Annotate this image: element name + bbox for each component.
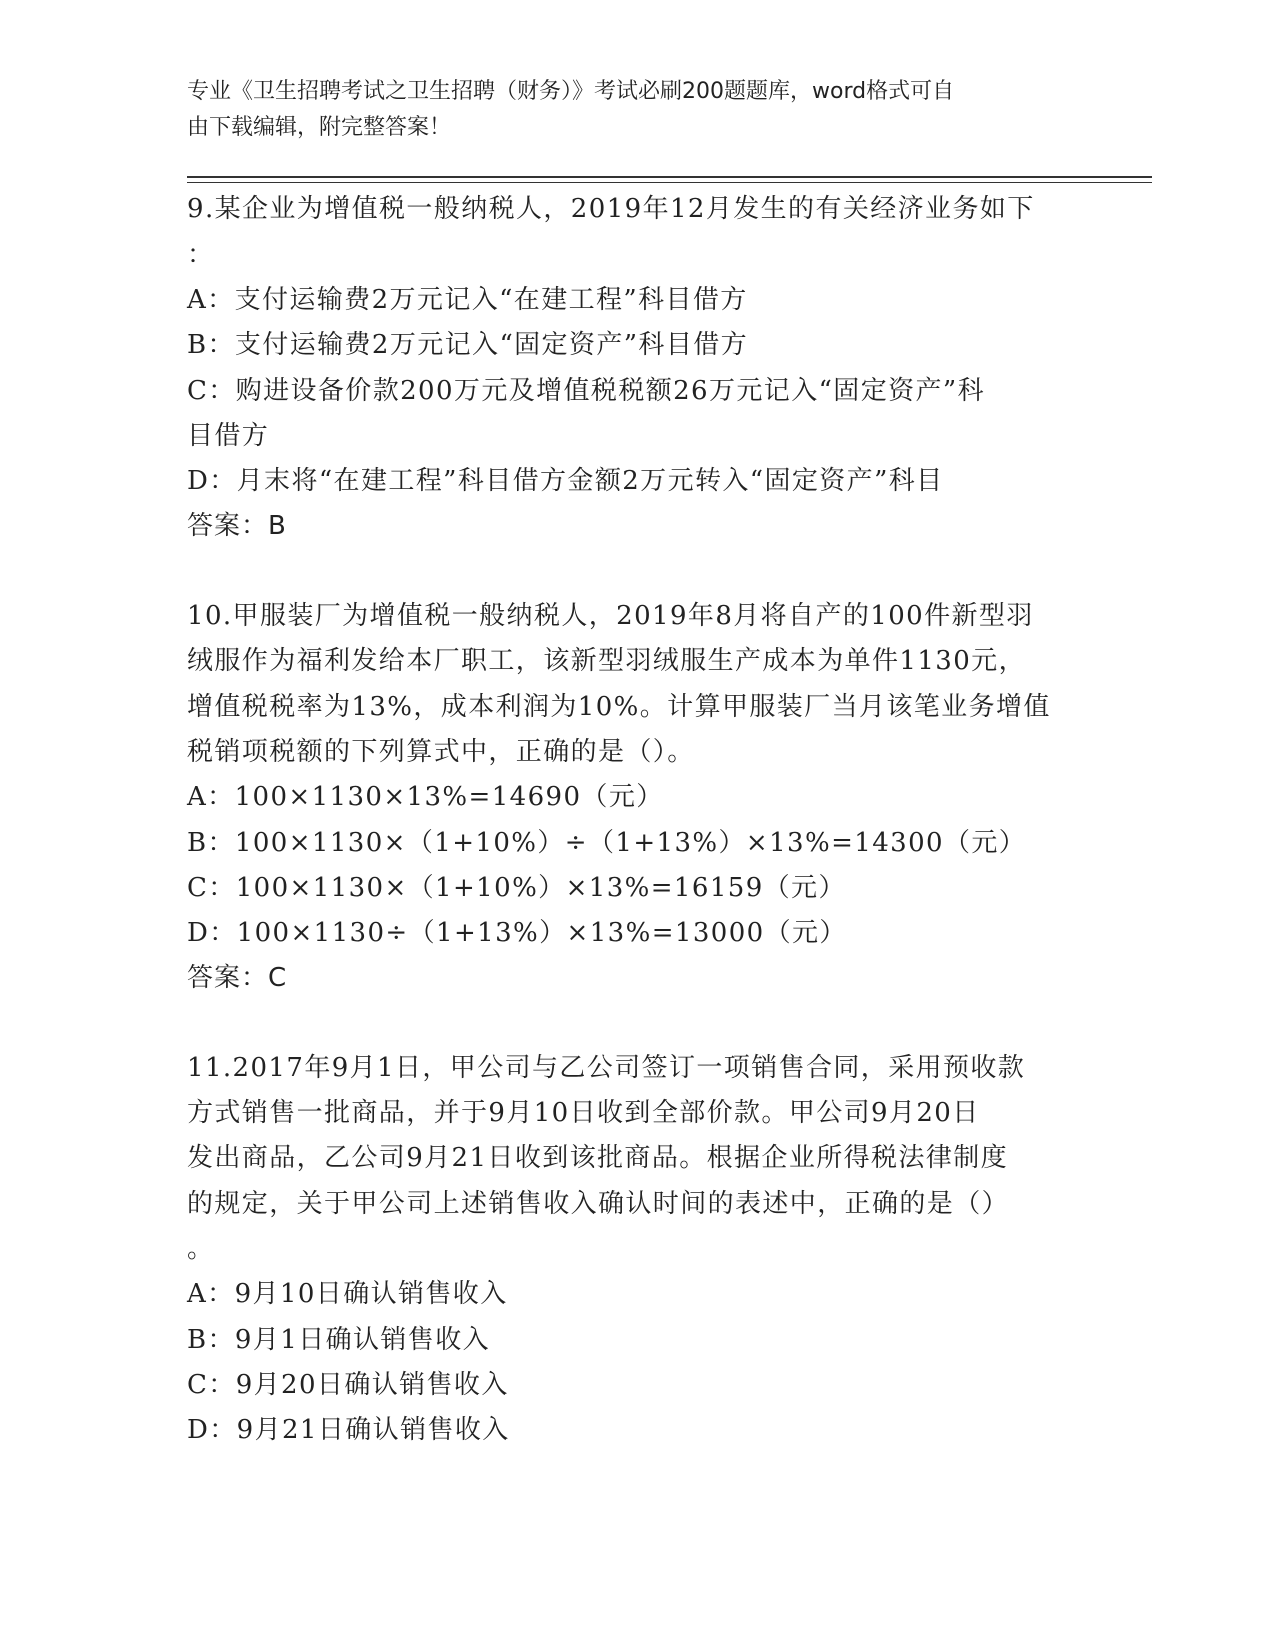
option-b: B：100×1130×（1+10%）÷（1+13%）×13%=14300（元） (187, 828, 1027, 858)
option-b: B：支付运输费2万元记入“固定资产”科目借方 (187, 330, 749, 360)
option-a: A：9月10日确认销售收入 (187, 1279, 508, 1309)
question-stem: 增值税税率为13%，成本利润为10%。计算甲服装厂当月该笔业务增值 (187, 692, 1051, 722)
header-divider-thick (187, 176, 1152, 178)
option-a: A：100×1130×13%=14690（元） (187, 782, 664, 812)
question-stem: 10.甲服装厂为增值税一般纳税人，2019年8月将自产的100件新型羽 (187, 601, 1034, 631)
answer-label: 答案：B (187, 511, 287, 541)
question-stem: 发出商品，乙公司9月21日收到该批商品。根据企业所得税法律制度 (187, 1143, 1009, 1173)
option-d: D：月末将“在建工程”科目借方金额2万元转入“固定资产”科目 (187, 466, 944, 496)
header-line-1: 专业《卫生招聘考试之卫生招聘（财务）》考试必刷200题题库，word格式可自 (187, 79, 955, 104)
option-d: D：100×1130÷（1+13%）×13%=13000（元） (187, 918, 847, 948)
option-d: D：9月21日确认销售收入 (187, 1415, 510, 1445)
header-divider-thin (187, 182, 1152, 183)
option-c: C：100×1130×（1+10%）×13%=16159（元） (187, 873, 846, 903)
option-c: 目借方 (187, 421, 270, 451)
question-stem: 绒服作为福利发给本厂职工，该新型羽绒服生产成本为单件1130元， (187, 646, 1026, 676)
question-stem: 的规定，关于甲公司上述销售收入确认时间的表述中，正确的是（） (187, 1189, 1010, 1219)
document-header (187, 74, 1067, 146)
option-a: A：支付运输费2万元记入“在建工程”科目借方 (187, 285, 748, 315)
option-c: C：9月20日确认销售收入 (187, 1370, 509, 1400)
question-stem: 税销项税额的下列算式中，正确的是（）。 (187, 737, 695, 767)
question-stem: 方式销售一批商品，并于9月10日收到全部价款。甲公司9月20日 (187, 1098, 980, 1128)
option-b: B：9月1日确认销售收入 (187, 1325, 490, 1355)
header-line-2: 由下载编辑，附完整答案！ (187, 115, 452, 140)
question-stem: 9.某企业为增值税一般纳税人，2019年12月发生的有关经济业务如下 (187, 194, 1035, 224)
question-stem: ： (187, 240, 215, 270)
question-stem: 。 (187, 1234, 215, 1264)
answer-label: 答案：C (187, 963, 288, 993)
question-stem: 11.2017年9月1日，甲公司与乙公司签订一项销售合同，采用预收款 (187, 1053, 1026, 1083)
option-c: C：购进设备价款200万元及增值税税额26万元记入“固定资产”科 (187, 376, 985, 406)
